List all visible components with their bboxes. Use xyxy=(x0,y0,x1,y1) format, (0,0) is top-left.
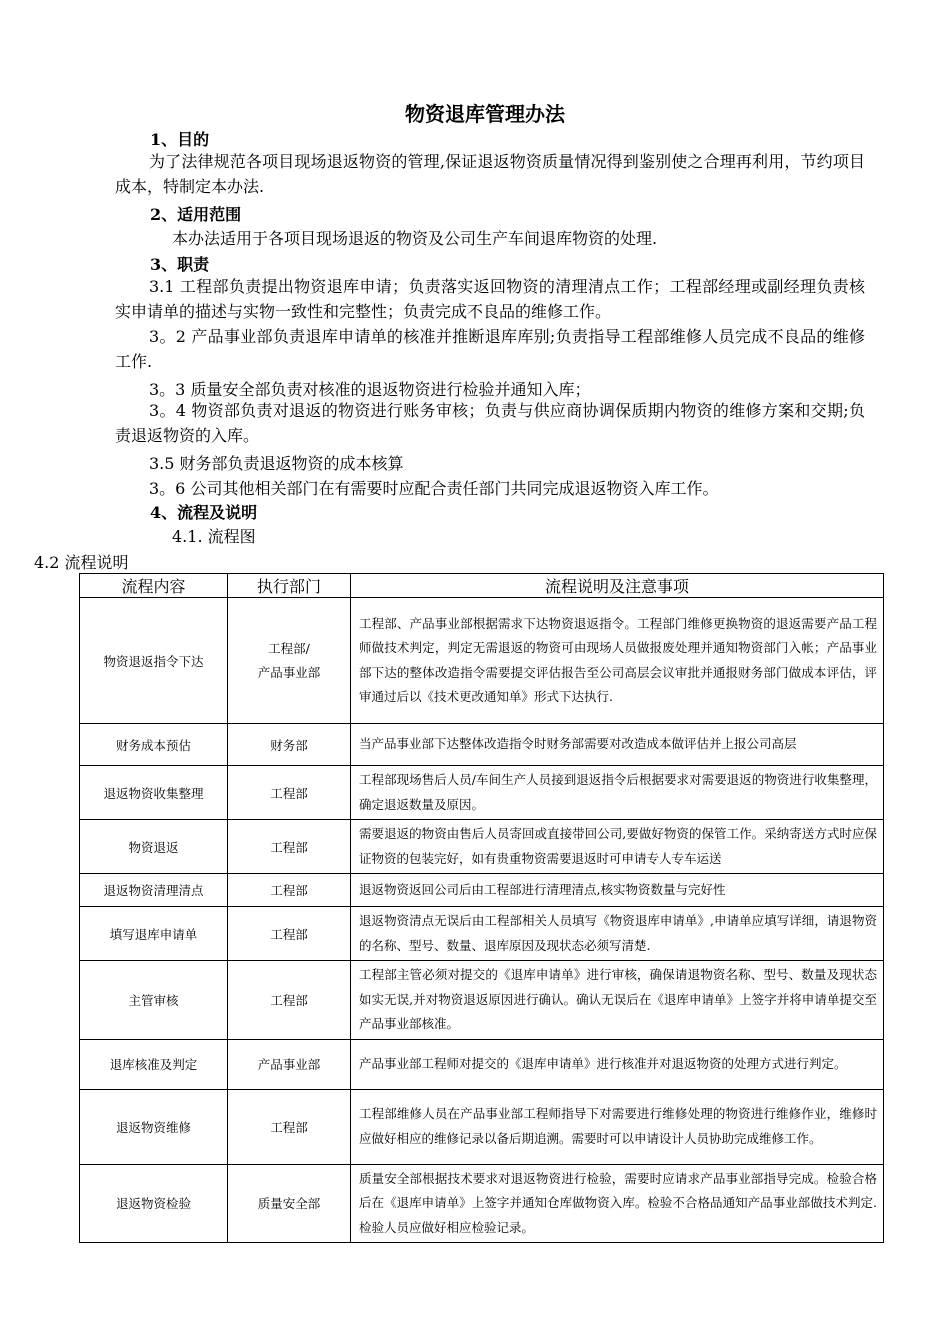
section-3-4: 3。4 物资部负责对退返的物资进行账务审核；负责与供应商协调保质期内物资的维修方案和交期;负责退返物资的入库。 xyxy=(115,401,865,445)
section-3-5: 3.5 财务部负责退返物资的成本核算 xyxy=(149,454,404,473)
row-dept: 产品事业部 xyxy=(228,1039,351,1089)
row-dept-text: 工程部/ 产品事业部 xyxy=(257,640,321,680)
table-row xyxy=(80,1039,884,1089)
row-desc: 退返物资返回公司后由工程部进行清理清点,核实物资数量与完好性 xyxy=(351,874,884,907)
row-dept: 工程部 xyxy=(228,766,351,820)
table-row xyxy=(80,907,884,961)
row-step: 填写退库申请单 xyxy=(80,907,228,961)
row-step: 物资退返 xyxy=(80,820,228,874)
table-row xyxy=(80,961,884,1040)
section-4-1: 4.1. 流程图 xyxy=(172,527,256,546)
row-desc: 工程部现场售后人员/车间生产人员接到退返指令后根据要求对需要退返的物资进行收集整理，确定退返数量及原因。 xyxy=(351,766,884,820)
table-row xyxy=(80,1089,884,1164)
table-header-row xyxy=(80,574,884,598)
row-step: 退返物资检验 xyxy=(80,1164,228,1243)
row-dept: 财务部 xyxy=(228,724,351,766)
section-3-3: 3。3 质量安全部负责对核准的退返物资进行检验并通知入库； xyxy=(149,380,591,399)
row-step: 退返物资收集整理 xyxy=(80,766,228,820)
row-dept: 工程部 xyxy=(228,1089,351,1164)
section-4-2: 4.2 流程说明 xyxy=(34,553,129,572)
table-row xyxy=(80,766,884,820)
row-dept: 工程部 xyxy=(228,874,351,907)
page-title: 物资退库管理办法 xyxy=(405,102,565,126)
row-desc: 产品事业部工程师对提交的《退库申请单》进行核准并对退返物资的处理方式进行判定。 xyxy=(351,1039,884,1089)
section-1-text: 为了法律规范各项目现场退返物资的管理,保证退返物资质量情况得到鉴别使之合理再利用，节约项目成本，特制定本办法. xyxy=(115,152,865,196)
section-1-heading: 1、目的 xyxy=(150,130,210,149)
row-desc: 质量安全部根据技术要求对退返物资进行检验，需要时应请求产品事业部指导完成。检验合格后在《退库申请单》上签字并通知仓库做物资入库。检验不合格品通知产品事业部做技术判定.检验人员应做好相应检验记录。 xyxy=(351,1164,884,1243)
row-step: 财务成本预估 xyxy=(80,724,228,766)
row-dept: 工程部 xyxy=(228,961,351,1040)
row-dept xyxy=(228,598,351,724)
row-desc: 工程部主管必须对提交的《退库申请单》进行审核，确保请退物资名称、型号、数量及现状态如实无误,并对物资退返原因进行确认。确认无误后在《退库申请单》上签字并将申请单提交至产品事业部核准。 xyxy=(351,961,884,1040)
header-step: 流程内容 xyxy=(80,574,228,598)
row-step: 物资退返指令下达 xyxy=(80,598,228,724)
row-dept: 工程部 xyxy=(228,907,351,961)
table-row xyxy=(80,724,884,766)
row-dept: 质量安全部 xyxy=(228,1164,351,1243)
table-row xyxy=(80,820,884,874)
row-step: 主管审核 xyxy=(80,961,228,1040)
row-desc: 工程部、产品事业部根据需求下达物资退返指令。工程部门维修更换物资的退返需要产品工程师做技术判定，判定无需退返的物资可由现场人员做报废处理并通知物资部门入帐；产品事业部下达的整体改造指令需要提交评估报告至公司高层会议审批并通报财务部门做成本评估，评审通过后以《技术更改通知单》形式下达执行. xyxy=(351,598,884,724)
row-step: 退库核准及判定 xyxy=(80,1039,228,1089)
row-desc: 需要退返的物资由售后人员寄回或直接带回公司,要做好物资的保管工作。采纳寄送方式时应保证物资的包装完好，如有贵重物资需要退返时可申请专人专车运送 xyxy=(351,820,884,874)
row-step: 退返物资清理清点 xyxy=(80,874,228,907)
header-desc: 流程说明及注意事项 xyxy=(351,574,884,598)
row-desc: 退返物资清点无误后由工程部相关人员填写《物资退库申请单》,申请单应填写详细，请退物资的名称、型号、数量、退库原因及现状态必须写清楚. xyxy=(351,907,884,961)
table-row xyxy=(80,598,884,724)
section-3-heading: 3、职责 xyxy=(150,255,210,274)
table-row xyxy=(80,1164,884,1243)
section-2-text: 本办法适用于各项目现场退返的物资及公司生产车间退库物资的处理. xyxy=(172,229,658,248)
row-dept: 工程部 xyxy=(228,820,351,874)
section-3-2: 3。2 产品事业部负责退库申请单的核准并推断退库库别;负责指导工程部维修人员完成不良品的维修工作. xyxy=(115,327,865,371)
section-3-1: 3.1 工程部负责提出物资退库申请；负责落实返回物资的清理清点工作；工程部经理或副经理负责核实申请单的描述与实物一致性和完整性；负责完成不良品的维修工作。 xyxy=(115,277,865,321)
header-dept: 执行部门 xyxy=(228,574,351,598)
section-4-heading: 4、流程及说明 xyxy=(150,503,258,522)
row-step: 退返物资维修 xyxy=(80,1089,228,1164)
section-3-6: 3。6 公司其他相关部门在有需要时应配合责任部门共同完成退返物资入库工作。 xyxy=(149,479,719,498)
process-table xyxy=(79,573,884,1243)
table-row xyxy=(80,874,884,907)
row-desc: 当产品事业部下达整体改造指令时财务部需要对改造成本做评估并上报公司高层 xyxy=(351,724,884,766)
row-desc: 工程部维修人员在产品事业部工程师指导下对需要进行维修处理的物资进行维修作业，维修时应做好相应的维修记录以备后期追溯。需要时可以申请设计人员协助完成维修工作。 xyxy=(351,1089,884,1164)
section-2-heading: 2、适用范围 xyxy=(150,205,242,224)
